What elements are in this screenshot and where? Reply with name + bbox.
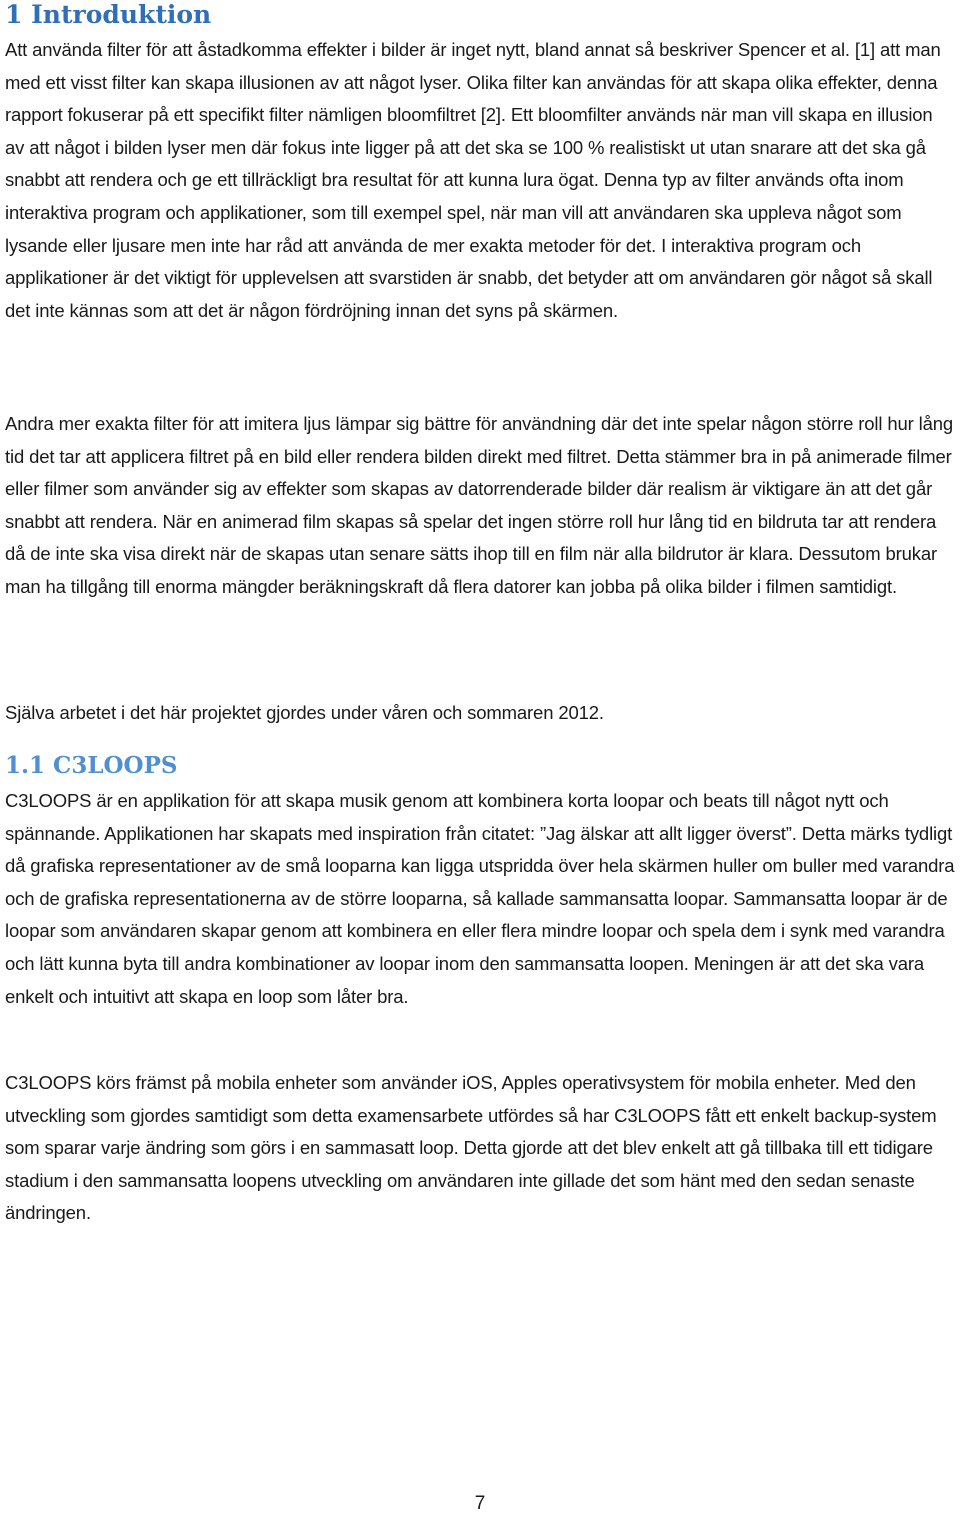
page-number: 7 xyxy=(474,1493,486,1514)
paragraph-intro-filters: Att använda filter för att åstadkomma effekter i bilder är inget nytt, bland annat så beskriver Spencer et al. [1] att man med ett visst filter kan skapa illusionen av att något lyser. Olika filter kan användas för att skapa olika effekter, denna rapport fokuserar på ett specifikt filter nämligen bloomfiltret [2]. Ett bloomfilter används när man vill skapa en illusion av att något i bilden lyser men där fokus inte ligger på att det ska se 100 % realistiskt ut utan snarare att det ska gå snabbt att rendera och ge ett tillräckligt bra resultat för att kunna lura ögat. Denna typ av filter används ofta inom interaktiva program och applikationer, som till exempel spel, när man vill att användaren ska uppleva något som lysande eller ljusare men inte har råd att använda de mer exakta metoder för det. I interaktiva program och applikationer är det viktigt för upplevelsen att svarstiden är snabb, det betyder att om användaren gör något så skall det inte kännas som att det är någon fördröjning innan det syns på skärmen. xyxy=(5,39,941,321)
subsection-heading: 1.1 C3LOOPS xyxy=(5,752,178,779)
paragraph-c3loops-description: C3LOOPS är en applikation för att skapa musik genom att kombinera korta loopar och beats till något nytt och spännande. Applikationen har skapats med inspiration från citatet: ”Jag älskar att allt ligger överst”. Detta märks tydligt då grafiska representationer av de små looparna kan ligga utspridda över hela skärmen huller om buller med varandra och de grafiska representationerna av de större looparna, så kallade sammansatta loopar. Sammansatta loopar är de loopar som användaren skapar genom att kombinera en eller flera mindre loopar och spela dem i synk med varandra och lätt kunna byta till andra kombinationer av loopar inom den sammansatta loopen. Meningen är att det ska vara enkelt och intuitivt att skapa en loop som låter bra. xyxy=(5,790,955,1007)
paragraph-project-time: Själva arbetet i det här projektet gjordes under våren och sommaren 2012. xyxy=(5,702,604,723)
paragraph-c3loops-ios: C3LOOPS körs främst på mobila enheter som använder iOS, Apples operativsystem för mobila enheter. Med den utveckling som gjordes samtidigt som detta examensarbete utfördes så har C3LOOPS fått ett enkelt backup-system som sparar varje ändring som görs i en sammasatt loop. Detta gjorde att det blev enkelt att gå tillbaka till ett tidigare stadium i den sammansatta loopens utveckling om användaren inte gillade det som hänt med den sedan senaste ändringen. xyxy=(5,1072,937,1224)
paragraph-exact-filters: Andra mer exakta filter för att imitera ljus lämpar sig bättre för användning där det inte spelar någon större roll hur lång tid det tar att applicera filtret på en bild eller rendera bilden direkt med filtret. Detta stämmer bra in på animerade filmer eller filmer som använder sig av effekter som skapas av datorrenderade bilder där realism är viktigare än att det går snabbt att rendera. När en animerad film skapas så spelar det ingen större roll hur lång tid en bildruta tar att rendera då de inte ska visa direkt när de skapas utan senare sätts ihop till en film när alla bildrutor är klara. Dessutom brukar man ha tillgång till enorma mängder beräkningskraft då flera datorer kan jobba på olika bilder i filmen samtidigt. xyxy=(5,413,953,597)
section-heading: 1 Introduktion xyxy=(5,0,212,29)
